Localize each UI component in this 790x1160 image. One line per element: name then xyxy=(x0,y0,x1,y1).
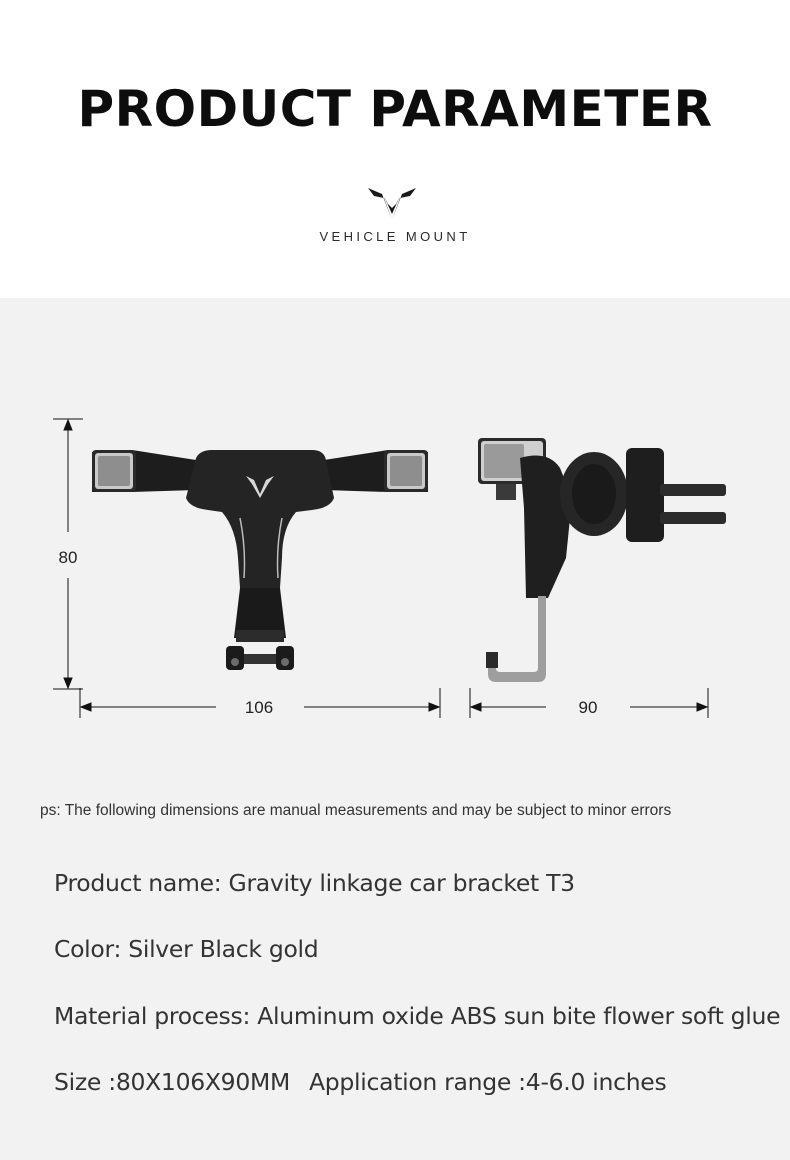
depth-label: 90 xyxy=(578,698,598,717)
brand-name: VEHICLE MOUNT xyxy=(319,229,471,244)
header-section xyxy=(0,0,790,298)
spec-application-range: Application range :4-6.0 inches xyxy=(309,1068,667,1096)
side-view-image xyxy=(478,438,726,682)
spec-material: Material process: Aluminum oxide ABS sun bite flower soft glue xyxy=(54,1002,781,1030)
width-label: 106 xyxy=(244,698,274,717)
spec-size: Size :80X106X90MM xyxy=(54,1068,290,1096)
spec-color: Color: Silver Black gold xyxy=(54,935,319,963)
specification-panel xyxy=(0,298,790,1160)
spec-product-name: Product name: Gravity linkage car bracket T3 xyxy=(54,869,575,897)
front-view-image xyxy=(92,450,428,670)
measurement-note: ps: The following dimensions are manual measurements and may be subject to minor errors xyxy=(40,802,672,819)
dimension-diagram xyxy=(0,298,790,1160)
height-label: 80 xyxy=(58,548,78,567)
page-title: PRODUCT PARAMETER xyxy=(77,80,713,138)
horned-v-logo-icon xyxy=(366,184,418,224)
